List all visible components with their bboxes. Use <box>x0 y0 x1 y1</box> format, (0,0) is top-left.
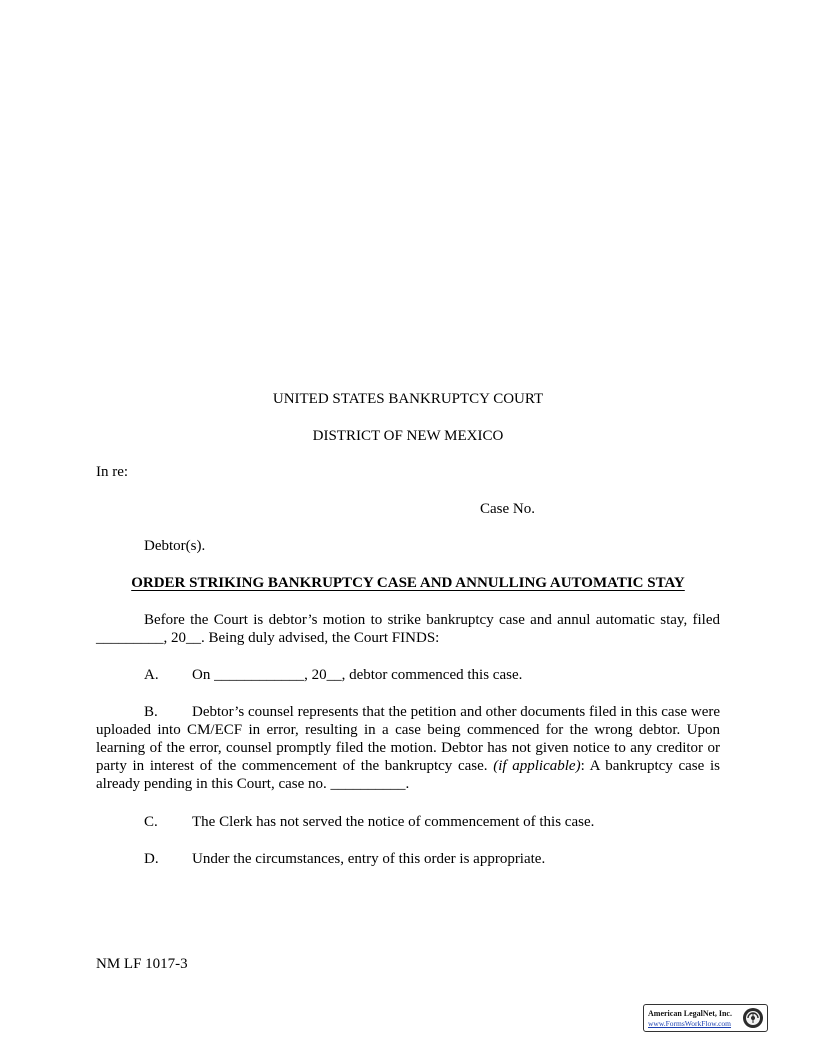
finding-b-applicable: (if applicable) <box>493 758 581 774</box>
finding-c-text: The Clerk has not served the notice of commencement of this case. <box>192 814 595 830</box>
court-name: UNITED STATES BANKRUPTCY COURT <box>272 391 544 407</box>
district-name: DISTRICT OF NEW MEXICO <box>312 428 504 444</box>
logo-company-name: American LegalNet, Inc. <box>648 1009 732 1018</box>
intro-paragraph: Before the Court is debtor’s motion to strike bankruptcy case and annul automatic stay, filed _________, 20__. Being duly advised, the Court FINDS: <box>96 612 720 646</box>
finding-a-text: On ____________, 20__, debtor commenced this case. <box>192 667 523 683</box>
globe-icon <box>742 1007 764 1029</box>
finding-b-text2: : A bankruptcy case is already pending in this Court, case no. __________. <box>96 758 720 792</box>
in-re-label: In re: <box>96 464 129 480</box>
finding-a-label: A. <box>144 667 159 683</box>
finding-b-label: B. <box>144 704 158 720</box>
finding-d <box>144 850 545 868</box>
case-number-label: Case No. <box>480 501 535 517</box>
finding-c-label: C. <box>144 814 158 830</box>
logo-url-link[interactable]: www.FormsWorkFlow.com <box>648 1019 732 1028</box>
debtors-label: Debtor(s). <box>144 538 206 554</box>
finding-a <box>144 666 522 684</box>
publisher-logo[interactable] <box>643 1004 768 1032</box>
order-title-text: ORDER STRIKING BANKRUPTCY CASE AND ANNULLING AUTOMATIC STAY <box>131 575 685 591</box>
finding-d-label: D. <box>144 851 159 867</box>
finding-b <box>96 703 720 793</box>
form-id: NM LF 1017-3 <box>96 956 188 972</box>
order-title <box>0 574 816 592</box>
finding-c <box>144 813 594 831</box>
finding-b-text: Debtor’s counsel represents that the petition and other documents filed in this case were uploaded into CM/ECF in error, resulting in a case being commenced for the wrong debtor. Upon learning of the error, counsel promptly filed the motion. Debtor has not given notice to any creditor or party in interest of the commencement of the bankruptcy case. <box>96 704 720 774</box>
finding-d-text: Under the circumstances, entry of this order is appropriate. <box>192 851 546 867</box>
